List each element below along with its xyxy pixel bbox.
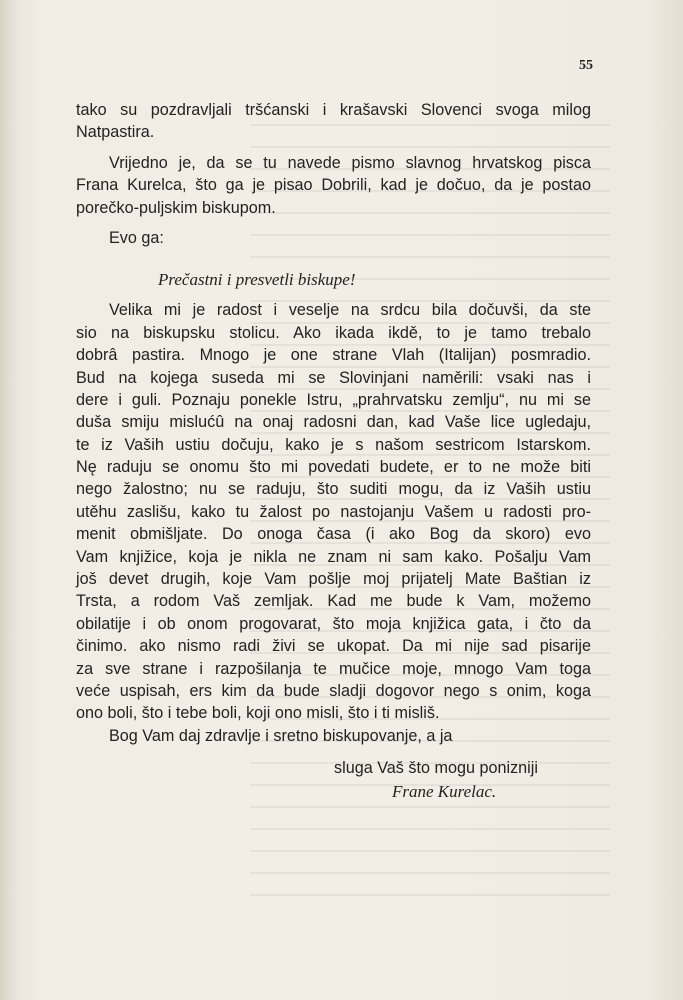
letter-line: Nę raduju se onomu što mi povedati budete, er to ne može biti: [76, 458, 591, 477]
letter-line: dobrâ pastira. Mnogo je one strane Vlah (Italijan) posmradio.: [76, 346, 591, 365]
letter-line: Bud na kojega suseda mi se Slovinjani naměrili: vsaki nas i: [76, 368, 591, 387]
letter-line: činimo. ako nismo radi živi se ukopat. Da mi nije sad pisarije: [76, 637, 591, 656]
letter-closing: Bog Vam daj zdravlje i sretno biskupovanje, a ja: [109, 726, 453, 745]
letter-line: Velika mi je radost i veselje na srdcu bila dočuvši, da ste: [109, 301, 591, 320]
text-line: Vrijedno je, da se tu navede pismo slavnog hrvatskog pisca: [109, 153, 591, 172]
letter-line: veće uspisah, ers kim da bude sladji dogovor nego s onim, koga: [76, 681, 591, 700]
text-line: tako su pozdravljali tršćanski i krašavski Slovenci svoga milog: [76, 101, 591, 119]
letter-signature: Frane Kurelac.: [392, 782, 497, 802]
letter-line: ono boli, što i tebe boli, koji ono misli, što i ti misliš.: [76, 704, 440, 723]
letter-line: za sve strane i razpošilanja te mučice moje, mnogo Vam toga: [76, 659, 591, 678]
text-line: Evo ga:: [109, 228, 164, 247]
text-line: Frana Kurelca, što ga je pisao Dobrili, kad je dočuo, da je postao: [76, 176, 591, 195]
letter-signoff: sluga Vaš što mogu ponizniji: [334, 759, 538, 778]
letter-line: menit obmišljate. Do onoga časa (i ako Bog da skoro) evo: [76, 525, 591, 544]
text-line: Natpastira.: [76, 123, 155, 142]
letter-line: duša smiju mislućû na onaj radosni dan, kad Vaše lice ugledaju,: [76, 413, 591, 432]
page-number: 55: [579, 58, 593, 73]
letter-line: Trsta, a rodom Vaš zemljak. Kad me bude k Vam, možemo: [76, 592, 591, 611]
letter-line: još devet drugih, koje Vam pošlje moj prijatelj Mate Baštian iz: [76, 570, 591, 589]
letter-line: obilatije i ob onom progovarat, što moja knjižica gata, i čto da: [76, 614, 591, 633]
body-text: [76, 99, 591, 805]
letter-line: utěhu zaslišu, kako tu žalost po nastojanju Vašem u radosti pro-: [76, 502, 591, 521]
letter-line: te iz Vaših ustiu dočuju, kako je s našom sestricom Istarskom.: [76, 435, 591, 454]
letter-line: Vam knjižice, koja je nikla ne znam ni sam kako. Pošalju Vam: [76, 547, 591, 566]
letter-line: dere i guli. Poznaju ponekle Istru, „prahrvatsku zemlju“, nu mi se: [76, 390, 591, 409]
text-line: porečko-puljskim biskupom.: [76, 198, 276, 217]
letter-line: nego žalostno; nu se raduju, što suditi mogu, da iz Vaših ustiu: [76, 480, 591, 499]
letter-line: sio na biskupsku stolicu. Ako ikada ikdě, to je tamo trebalo: [76, 323, 591, 342]
letter-salutation: Prečastni i presvetli biskupe!: [158, 270, 356, 290]
